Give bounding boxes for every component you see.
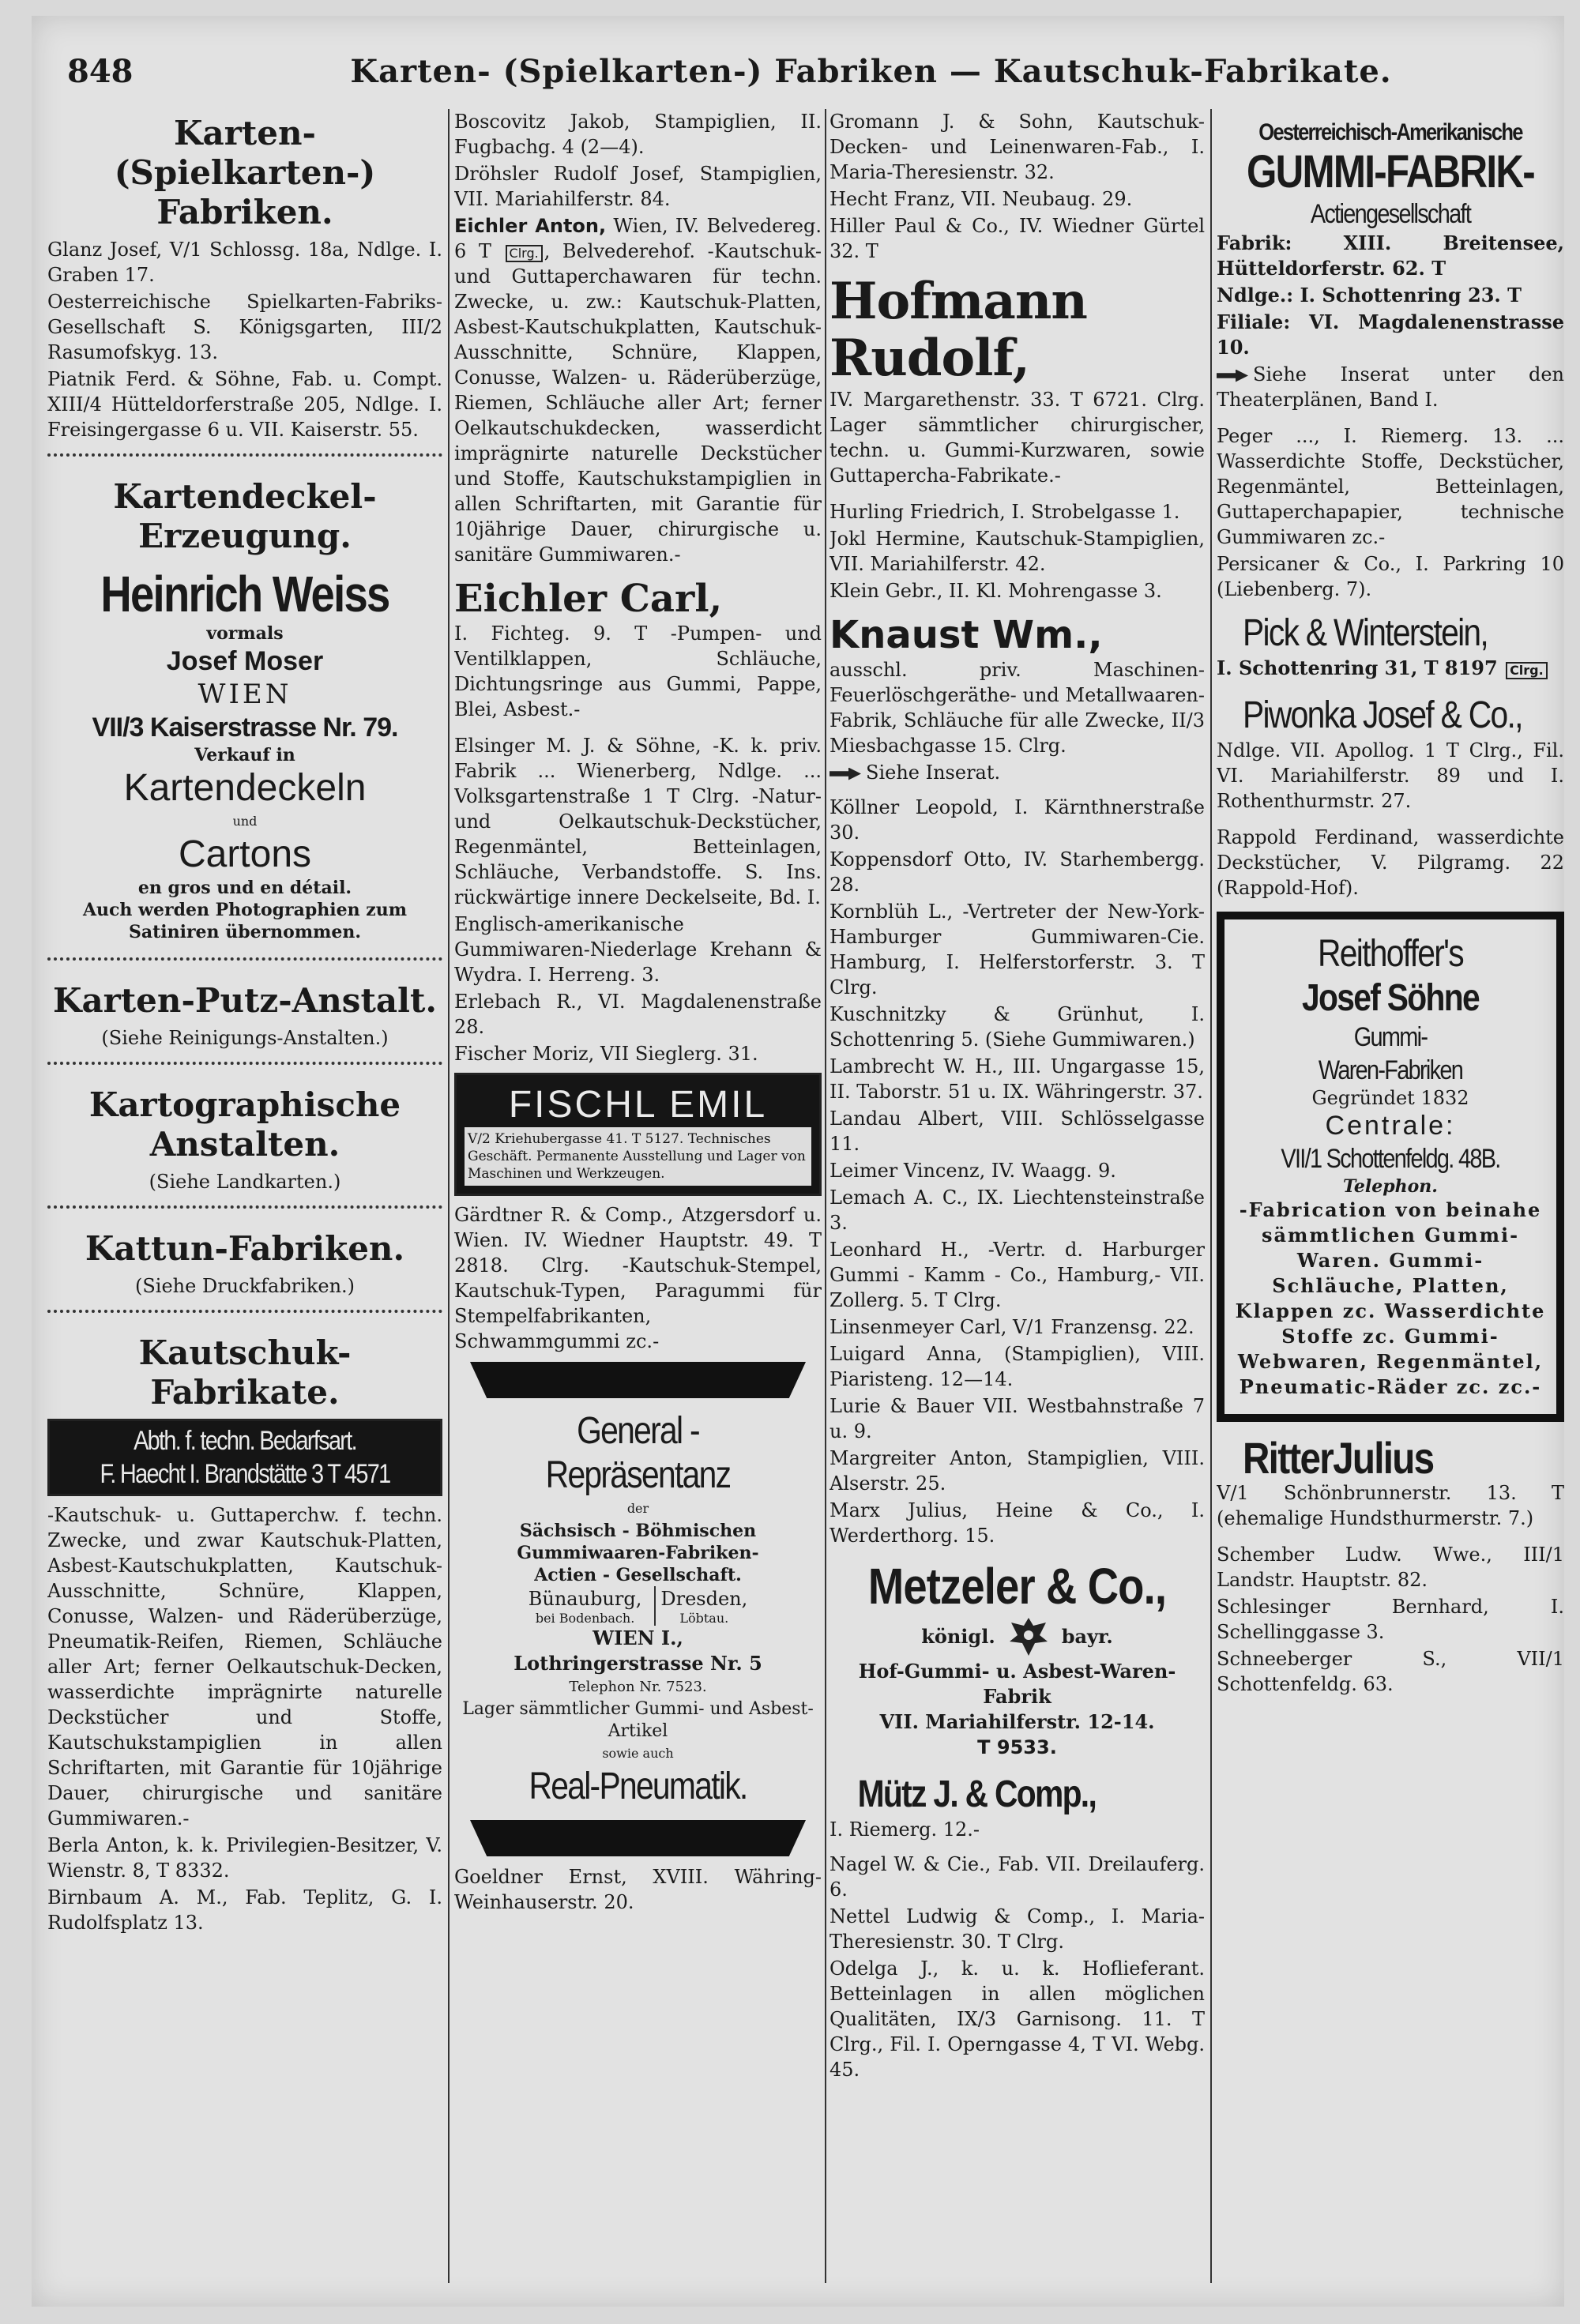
advertisement-eichler-carl xyxy=(454,573,822,727)
directory-entry: -Kautschuk- u. Guttaperchw. f. techn. Zwecke, und zwar Kautschuk-Platten, Asbest-Kautschukplatten, Kautschuk-Ausschnitte, Schnüre, Klappen, Conusse, Walzen- und Räderüberzüge, Pneumatik-Reifen, Riemen, Schläuche aller Art; ferner Oelkautschuk-Decken, wasserdichte imprägnirte naturelle Deckstücher und Stoffe, Kautschukstampiglien in allen Schriftarten, mit Garantie für 10jährige Dauer, chirurgische und sanitäre Gummiwaren.- xyxy=(47,1504,442,1829)
directory-entry: Köllner Leopold, I. Kärnthnerstraße 30. xyxy=(830,796,1205,844)
ad-location xyxy=(654,1586,752,1626)
dotted-divider xyxy=(47,1205,442,1218)
ad-title: Reithoffer's xyxy=(1318,933,1463,975)
ad-address xyxy=(1217,656,1564,681)
page-header xyxy=(67,39,1533,103)
entry-address: , Belvederehof. xyxy=(544,240,696,262)
decorative-bar xyxy=(470,1820,806,1856)
ad-title: Pick & Winterstein, xyxy=(1243,612,1488,654)
ad-text: V/1 Schönbrunnerstr. 13. T (ehemalige Hundsthurmerstr. 7.) xyxy=(1217,1482,1564,1529)
ad-text: Gummi- xyxy=(1353,1022,1428,1052)
ad-address: Lothringerstrasse Nr. 5 xyxy=(514,1652,762,1675)
clrg-badge: Clrg. xyxy=(1506,662,1548,679)
ad-address: I. Riemerg. 12.- xyxy=(830,1818,980,1841)
entry-text: -Kautschuk- und Guttaperchawaren für techn. Zwecke, u. zw.: Kautschuk-Platten, Asbest-Kautschukplatten, Kautschuk-Ausschnitte, Schnüre, Klappen, Conusse, Walzen- u. Räderüberzüge, Riemen, Schläuche aller Art; ferner Oelkautschukdecken, wasserdicht imprägnirte naturelle Deckstücher und Stoffe, Kautschukstampiglien in allen Schriftarten, mit Garantie für 10jährige Dauer, chirurgische u. sanitäre Gummiwaren.- xyxy=(454,240,822,566)
directory-entry: Leonhard H., -Vertr. d. Harburger Gummi - Kamm - Co., Hamburg,- VII. Zollerg. 5. T Clrg. xyxy=(830,1239,1205,1311)
directory-entry: Kornblüh L., -Vertreter der New-York-Hamburger Gummiwaren-Cie. Hamburg, I. Helferstorferstr. 3. T Clrg. xyxy=(830,901,1205,998)
column-rule xyxy=(825,109,826,2283)
ad-text: IV. Margarethenstr. 33. T 6721. Clrg. Lager sämmtlicher chirurgischer, techn. u. Gummi-Kurzwaren, sowie Guttapercha-Fabrikate.- xyxy=(830,389,1205,487)
column-3 xyxy=(830,109,1205,2283)
ad-text: Waren-Fabriken xyxy=(1318,1055,1463,1085)
section-title: Karten-Putz-Anstalt. xyxy=(52,981,438,1020)
ad-location xyxy=(524,1586,647,1626)
directory-entry: Oesterreichische Spielkarten-Fabriks-Gesellschaft S. Königsgarten, III/2 Rasumofskyg. 13. xyxy=(47,291,442,363)
ad-telephone: T 9533. xyxy=(977,1736,1057,1758)
cross-reference: (Siehe Landkarten.) xyxy=(149,1171,341,1193)
ad-text: Actien - Gesellschaft. xyxy=(534,1565,742,1585)
ad-text: I. Fichteg. 9. T -Pumpen- und Ventilklappen, Schläuche, Dichtungsringe aus Gummi, Pappe, Blei, Asbest.- xyxy=(454,622,822,720)
directory-entry: Marx Julius, Heine & Co., I. Werderthorg. 15. xyxy=(830,1499,1205,1547)
ad-text: WIEN xyxy=(198,679,292,710)
advertisement-oesterreichisch-amerikanische xyxy=(1217,115,1564,417)
ad-text: Bünauburg, xyxy=(528,1588,642,1610)
directory-entry: Hiller Paul & Co., IV. Wiedner Gürtel 32. T xyxy=(830,215,1205,262)
ad-text: bayr. xyxy=(1061,1625,1113,1648)
column-rule xyxy=(1210,109,1212,2283)
directory-entry: Persicaner & Co., I. Parkring 10 (Liebenberg. 7). xyxy=(1217,553,1564,600)
ad-address: VII/1 Schottenfeldg. 48B. xyxy=(1281,1144,1500,1174)
directory-entry: Margreiter Anton, Stampiglien, VIII. Alserstr. 25. xyxy=(830,1447,1205,1495)
directory-entry: Nagel W. & Cie., Fab. VII. Dreilauferg. 6. xyxy=(830,1853,1205,1901)
advertisement-general-reprasentanz xyxy=(454,1406,822,1812)
advertisement-pick-winterstein xyxy=(1217,608,1564,684)
directory-entry: Landau Albert, VIII. Schlösselgasse 11. xyxy=(830,1107,1205,1155)
directory-entry: Piatnik Ferd. & Söhne, Fab. u. Compt. XIII/4 Hütteldorferstraße 205, Ndlge. I. Freisingergasse 6 u. VII. Kaiserstr. 55. xyxy=(47,368,442,441)
pointing-hand-icon xyxy=(830,768,861,780)
directory-entry: Gromann J. & Sohn, Kautschuk-Decken- und Leinenwaren-Fab., I. Maria-Theresienstr. 32. xyxy=(830,111,1205,183)
ad-text: sowie auch xyxy=(602,1746,674,1761)
column-1 xyxy=(47,109,442,2283)
cross-reference: (Siehe Druckfabriken.) xyxy=(134,1275,356,1297)
ad-text: Hof-Gummi- u. Asbest-Waren-Fabrik xyxy=(858,1660,1176,1708)
ad-text: Cartons xyxy=(178,833,312,875)
ad-text: vormals xyxy=(206,623,284,644)
section-title: Kattun-Fabriken. xyxy=(85,1229,405,1268)
directory-page xyxy=(32,16,1564,2307)
ad-text: Telephon. xyxy=(1343,1176,1438,1197)
directory-entry: Linsenmeyer Carl, V/1 Franzensg. 22. xyxy=(830,1316,1194,1338)
advertisement-hofmann xyxy=(830,270,1205,493)
ad-see-reference xyxy=(830,760,1205,785)
ad-text: Gegründet 1832 xyxy=(1311,1087,1469,1109)
directory-entry: Dröhsler Rudolf Josef, Stampiglien, VII. Mariahilferstr. 84. xyxy=(454,163,822,210)
ad-text: Gummiwaaren-Fabriken- xyxy=(517,1543,759,1563)
directory-entry: Kuschnitzky & Grünhut, I. Schottenring 5. (Siehe Gummiwaren.) xyxy=(830,1003,1205,1051)
ad-text: Oesterreichisch-Amerikanische xyxy=(1258,119,1522,145)
dotted-divider xyxy=(47,453,442,466)
ad-text: Verkauf in xyxy=(194,745,295,765)
ad-crest-row xyxy=(830,1615,1205,1659)
ad-title: Knaust Wm., xyxy=(830,613,1103,657)
directory-entry: Goeldner Ernst, XVIII. Währing-Weinhauserstr. 20. xyxy=(454,1866,822,1913)
directory-entry: Schneeberger S., VII/1 Schottenfeldg. 63. xyxy=(1217,1648,1564,1695)
directory-entry: Nettel Ludwig & Comp., I. Maria-Theresienstr. 30. T Clrg. xyxy=(830,1905,1205,1953)
directory-entry: Luigard Anna, (Stampiglien), VIII. Piaristeng. 12—14. xyxy=(830,1343,1205,1390)
advertisement-metzeler xyxy=(830,1555,1205,1763)
eagle-crest-icon xyxy=(1006,1615,1051,1659)
ad-text: ausschl. priv. Maschinen-Feuerlöschgeräthe- und Metallwaaren-Fabrik, Schläuche für alle Zwecke, II/3 Miesbachgasse 15. Clrg. xyxy=(830,659,1205,757)
ad-product: Real-Pneumatik. xyxy=(529,1766,747,1807)
ad-text: Josef Moser xyxy=(166,646,324,676)
ad-text: Siehe Inserat. xyxy=(866,762,1001,784)
ad-title: Piwonka Josef & Co., xyxy=(1243,694,1522,736)
column-4 xyxy=(1217,109,1564,2283)
directory-entry: Schember Ludw. Wwe., III/1 Landstr. Hauptstr. 82. xyxy=(1217,1544,1564,1591)
advertisement-knaust xyxy=(830,610,1205,788)
cross-reference: (Siehe Reinigungs-Anstalten.) xyxy=(101,1027,389,1049)
ad-title: RitterJulius xyxy=(1243,1433,1434,1483)
ad-title: Eichler Carl, xyxy=(454,577,723,621)
ad-title: General - Repräsentanz xyxy=(545,1410,731,1496)
ad-title: Josef Söhne xyxy=(1302,977,1479,1019)
ad-text: königl. xyxy=(921,1625,995,1648)
ad-title: Heinrich Weiss xyxy=(100,566,389,622)
advertisement-piwonka xyxy=(1217,690,1564,818)
directory-entry: Lurie & Bauer VII. Westbahnstraße 7 u. 9. xyxy=(830,1395,1205,1442)
directory-entry: Lemach A. C., IX. Liechtensteinstraße 3. xyxy=(830,1186,1205,1234)
directory-entry: Jokl Hermine, Kautschuk-Stampiglien, VII. Mariahilferstr. 42. xyxy=(830,528,1205,575)
section-title: Kartographische Anstalten. xyxy=(88,1085,401,1164)
ad-text: Ndlge. VII. Apollog. 1 T Clrg., Fil. VI. Mariahilferstr. 89 und I. Rothenthurmstr. 27. xyxy=(1217,739,1564,812)
ad-text: Actiengesellschaft xyxy=(1310,199,1471,229)
directory-entry: Berla Anton, k. k. Privilegien-Besitzer, V. Wienstr. 8, T 8332. xyxy=(47,1834,442,1882)
entry-name: Eichler Anton, xyxy=(454,215,607,237)
ad-address: VII/3 Kaiserstrasse Nr. 79. xyxy=(92,713,398,743)
ad-text: Abth. f. techn. Bedarfsart. xyxy=(134,1426,356,1456)
ad-text: Kartendeckeln xyxy=(123,767,367,809)
ad-title: FISCHL EMIL xyxy=(508,1084,768,1126)
column-2 xyxy=(454,109,822,2283)
section-title: Kautschuk-Fabrikate. xyxy=(138,1333,352,1412)
page-number: 848 xyxy=(67,52,134,90)
ad-text: Auch werden Photographien zum Satiniren übernommen. xyxy=(82,900,408,942)
ad-text: Löbtau. xyxy=(679,1611,729,1626)
directory-entry-eichler-anton xyxy=(454,213,822,567)
directory-entry: Leimer Vincenz, IV. Waagg. 9. xyxy=(830,1160,1116,1182)
ad-text: Centrale: xyxy=(1325,1111,1456,1141)
ad-text: Lager sämmtlicher Gummi- und Asbest-Artikel xyxy=(462,1699,814,1741)
ad-title: Mütz J. & Comp., xyxy=(857,1773,1097,1815)
directory-entry: Englisch-amerikanische Gummiwaren-Niederlage Krehann & Wydra. I. Herreng. 3. xyxy=(454,913,822,986)
directory-entry: Hurling Friedrich, I. Strobelgasse 1. xyxy=(830,501,1180,523)
dotted-divider xyxy=(47,1310,442,1322)
advertisement-mutz xyxy=(830,1769,1205,1845)
ad-address: VII. Mariahilferstr. 12-14. xyxy=(879,1710,1155,1733)
directory-entry: Erlebach R., VI. Magdalenenstraße 28. xyxy=(454,991,822,1038)
ad-text: en gros und en détail. xyxy=(137,878,352,898)
directory-entry: Peger ..., I. Riemerg. 13. ... Wasserdichte Stoffe, Deckstücher, Regenmäntel, Betteinlagen, Guttaperchapapier, technische Gummiwaren zc.- xyxy=(1217,425,1564,548)
ad-text: WIEN I., xyxy=(592,1626,683,1649)
advertisement-fischl xyxy=(454,1073,822,1196)
directory-entry: Odelga J., k. u. k. Hoflieferant. Betteinlagen in allen möglichen Qualitäten, IX/3 Garnisong. 11. T Clrg., Fil. I. Operngasse 4, T VI. Webg. 45. xyxy=(830,1957,1205,2081)
ad-text: bei Bodenbach. xyxy=(535,1611,635,1626)
directory-entry: Hecht Franz, VII. Neubaug. 29. xyxy=(830,188,1133,210)
advertisement-haecht xyxy=(47,1419,442,1496)
ad-text: F. Haecht I. Brandstätte 3 T 4571 xyxy=(100,1459,390,1489)
ad-see-reference xyxy=(1217,362,1564,412)
column-rule xyxy=(448,109,450,2283)
directory-entry: Koppensdorf Otto, IV. Starhembergg. 28. xyxy=(830,848,1205,896)
ad-locations xyxy=(454,1586,822,1626)
dotted-divider xyxy=(47,1062,442,1074)
directory-entry: Elsinger M. J. & Söhne, -K. k. priv. Fabrik ... Wienerberg, Ndlge. ... Volksgartenstraße 1 T Clrg. -Natur- und Oelkautschuk-Deckstücher, Regenmäntel, Betteinlagen, Schläuche, Verbandstoffe. S. Ins. rückwärtige innere Deckelseite, Bd. I. xyxy=(454,735,822,908)
directory-entry: Fischer Moriz, VII Sieglerg. 31. xyxy=(454,1043,758,1065)
decorative-bar xyxy=(470,1362,806,1398)
ad-text: Dresden, xyxy=(660,1588,748,1610)
ad-text: Ndlge.: I. Schottenring 23. T xyxy=(1217,284,1522,306)
directory-entry: Birnbaum A. M., Fab. Teplitz, G. I. Rudolfsplatz 13. xyxy=(47,1886,442,1934)
advertisement-ritter xyxy=(1217,1433,1564,1536)
directory-entry: Klein Gebr., II. Kl. Mohrengasse 3. xyxy=(830,580,1162,602)
ad-text: V/2 Kriehubergasse 41. T 5127. Technisches Geschäft. Permanente Ausstellung und Lager von Maschinen und Werkzeugen. xyxy=(465,1127,811,1186)
directory-entry: Glanz Josef, V/1 Schlossg. 18a, Ndlge. I. Graben 17. xyxy=(47,239,442,286)
entry-address: Wien, IV. Belvedereg. 6 T xyxy=(454,215,822,262)
directory-entry: Rappold Ferdinand, wasserdichte Deckstücher, V. Pilgramg. 22 (Rappold-Hof). xyxy=(1217,826,1564,899)
ad-text: Telephon Nr. 7523. xyxy=(569,1679,707,1695)
directory-entry: Lambrecht W. H., III. Ungargasse 15, II. Taborstr. 51 u. IX. Währingerstr. 37. xyxy=(830,1055,1205,1103)
ad-text: Sächsisch - Böhmischen xyxy=(519,1521,757,1541)
pointing-hand-icon xyxy=(1217,370,1248,382)
ad-text: Fabrik: XIII. Breitensee, Hütteldorferstr. 62. T xyxy=(1217,231,1564,280)
ad-title: GUMMI-FABRIK- xyxy=(1246,146,1535,197)
directory-entry: Gärdtner R. & Comp., Atzgersdorf u. Wien. IV. Wiedner Hauptstr. 49. T 2818. Clrg. -Kautschuk-Stempel, Kautschuk-Typen, Paragummi für Stempelfabrikanten, Schwammgummi zc.- xyxy=(454,1204,822,1352)
ad-title: Metzeler & Co., xyxy=(867,1558,1167,1615)
advertisement-heinrich-weiss xyxy=(47,562,442,946)
dotted-divider xyxy=(47,957,442,970)
section-title: Karten-(Spielkarten-) Fabriken. xyxy=(114,114,376,231)
clrg-badge: Clrg. xyxy=(506,245,543,262)
directory-entry: Boscovitz Jakob, Stampiglien, II. Fugbachg. 4 (2—4). xyxy=(454,111,822,158)
advertisement-reithoffer xyxy=(1217,912,1564,1422)
ad-text: und xyxy=(232,814,258,829)
directory-entry: Schlesinger Bernhard, I. Schellinggasse 3. xyxy=(1217,1596,1564,1643)
section-title: Kartendeckel-Erzeugung. xyxy=(113,477,377,555)
running-head: Karten- (Spielkarten-) Fabriken — Kautschuk-Fabrikate. xyxy=(350,52,1392,90)
ad-text: Filiale: VI. Magdalenenstrasse 10. xyxy=(1217,310,1564,359)
ad-title: Hofmann Rudolf, xyxy=(830,272,1087,388)
ad-text: Siehe Inserat unter den Theaterplänen, Band I. xyxy=(1217,363,1564,411)
ad-text: -Fabrication von beinahe sämmtlichen Gummi-Waren. Gummi-Schläuche, Platten, Klappen zc. Wasserdichte Stoffe zc. Gummi-Webwaren, Regenmäntel, Pneumatic-Räder zc. zc.- xyxy=(1235,1198,1546,1398)
ad-text: der xyxy=(626,1501,649,1516)
ad-address-text: I. Schottenring 31, T 8197 xyxy=(1217,656,1498,679)
